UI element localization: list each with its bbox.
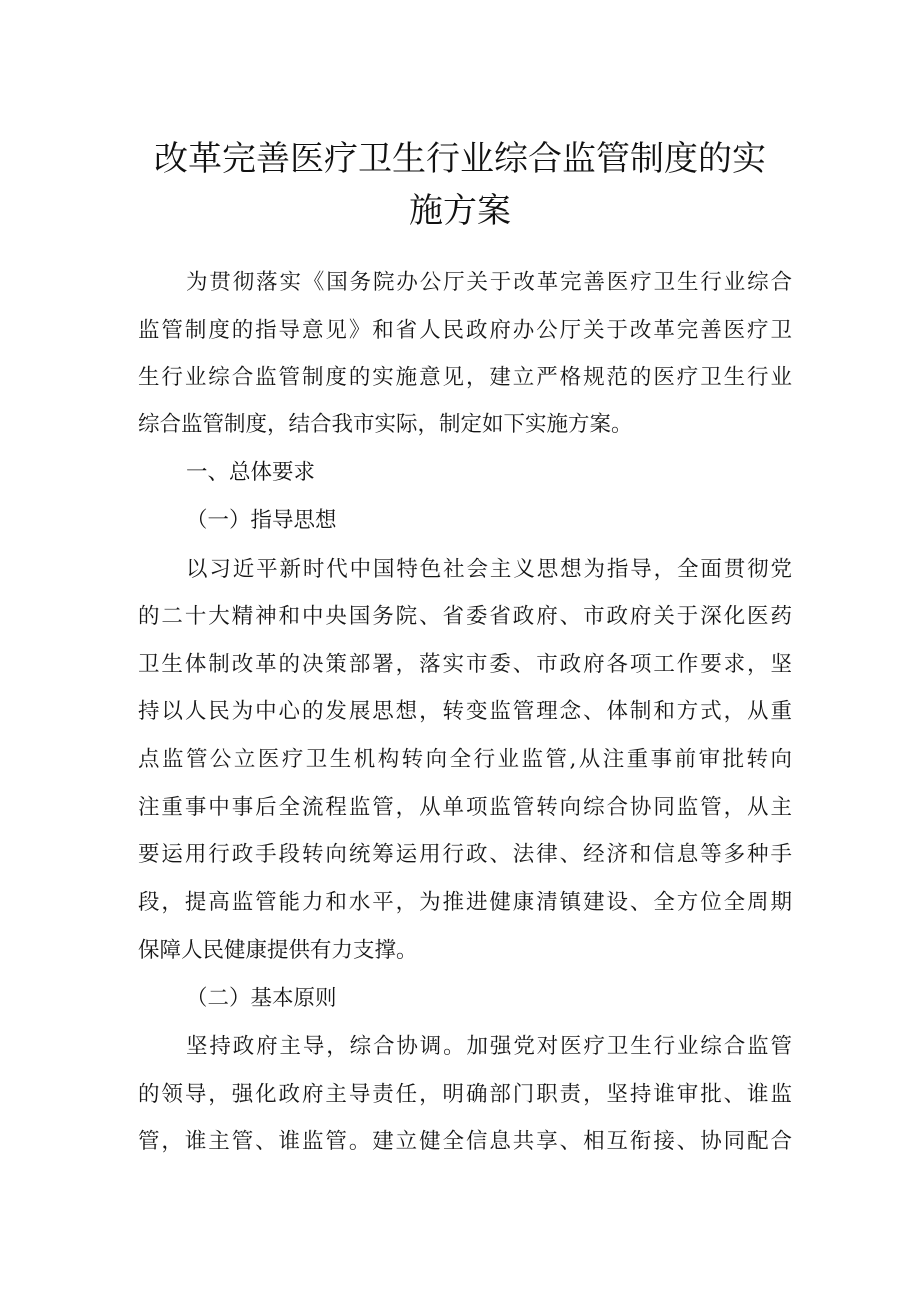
subsection-heading-guiding-ideology: （一）指导思想: [186, 508, 337, 533]
intro-line-4: 综合监管制度，结合我市实际，制定如下实施方案。: [138, 412, 633, 437]
guiding-ideology-line-1: 以习近平新时代中国特色社会主义思想为指导，全面贯彻党: [186, 557, 792, 582]
guiding-ideology-line-5: 点监管公立医疗卫生机构转向全行业监管,从注重事前审批转向: [138, 747, 792, 772]
guiding-ideology-line-8: 段，提高监管能力和水平，为推进健康清镇建设、全方位全周期: [138, 890, 792, 915]
guiding-ideology-line-7: 要运用行政手段转向统筹运用行政、法律、经济和信息等多种手: [138, 842, 792, 867]
guiding-ideology-line-3: 卫生体制改革的决策部署，落实市委、市政府各项工作要求，坚: [138, 652, 792, 677]
guiding-ideology-line-6: 注重事中事后全流程监管，从单项监管转向综合协同监管，从主: [138, 795, 792, 820]
intro-line-3: 生行业综合监管制度的实施意见，建立严格规范的医疗卫生行业: [138, 365, 792, 390]
basic-principles-line-3: 管，谁主管、谁监管。建立健全信息共享、相互衔接、协同配合: [138, 1129, 792, 1154]
subsection-heading-basic-principles: （二）基本原则: [186, 986, 337, 1011]
intro-line-2: 监管制度的指导意见》和省人民政府办公厅关于改革完善医疗卫: [138, 318, 792, 343]
guiding-ideology-line-9: 保障人民健康提供有力支撑。: [138, 938, 418, 963]
basic-principles-line-2: 的领导，强化政府主导责任，明确部门职责，坚持谁审批、谁监: [138, 1082, 792, 1107]
document-title-line-1: 改革完善医疗卫生行业综合监管制度的实: [154, 139, 766, 179]
section-heading-general-requirements: 一、总体要求: [186, 460, 316, 485]
intro-line-1: 为贯彻落实《国务院办公厅关于改革完善医疗卫生行业综合: [186, 270, 792, 295]
guiding-ideology-line-2: 的二十大精神和中央国务院、省委省政府、市政府关于深化医药: [138, 604, 792, 629]
guiding-ideology-line-4: 持以人民为中心的发展思想，转变监管理念、体制和方式，从重: [138, 699, 792, 724]
document-title-line-2: 施方案: [409, 191, 511, 231]
basic-principles-line-1: 坚持政府主导，综合协调。加强党对医疗卫生行业综合监管: [186, 1034, 792, 1059]
